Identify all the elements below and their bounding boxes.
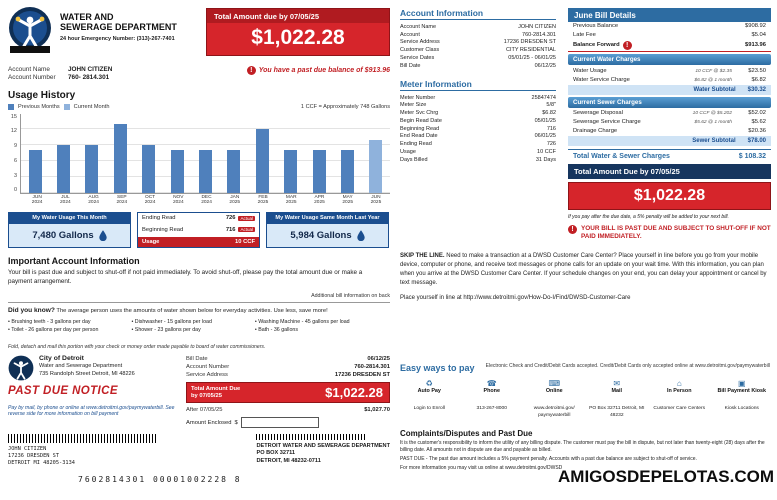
field-label: Meter Size	[400, 102, 427, 109]
more-info-paragraph: For more information you may visit us online at www.detroitmi.gov/DWSD	[400, 464, 563, 471]
x-axis-tick: JUL 2024	[60, 194, 71, 206]
payment-method-icon: ☎	[486, 379, 497, 389]
field-label: Customer Class	[400, 47, 440, 54]
stub-service-address: 17236 DRESDEN ST	[334, 372, 390, 379]
complaints-section	[400, 429, 771, 472]
field-value: 17236 DRESDEN ST	[503, 39, 556, 46]
bill-details-panel	[568, 8, 771, 241]
usage-summary-boxes	[8, 212, 390, 248]
skip-the-line-lead: SKIP THE LINE.	[400, 253, 445, 260]
penalty-note: If you pay after the due date, a 5% penalty will be added to your next bill.	[568, 213, 729, 220]
x-axis-tick: AUG 2024	[88, 194, 99, 206]
did-you-know-title: Did you know?	[8, 307, 55, 315]
balance-forward-row	[568, 40, 771, 53]
water-charge-row	[568, 75, 771, 84]
payment-method-icon: ⌂	[676, 379, 682, 389]
y-axis-tick: 0	[13, 187, 17, 194]
usage-bar-column	[78, 114, 106, 193]
payment-method-icon: ▣	[737, 379, 746, 389]
charge-label: Water Service Charge	[573, 76, 630, 83]
total-due-amount: $1,022.28	[207, 23, 389, 55]
stub-total-due-label: Total Amount Due	[191, 385, 241, 392]
meter-info-row	[400, 156, 556, 164]
field-value: 25847474	[531, 94, 556, 101]
water-usage-tip: • Washing Machine - 45 gallons per load	[255, 319, 390, 326]
ending-read-label: Ending Read	[142, 215, 176, 221]
payment-method-icon: ♻	[425, 379, 433, 389]
usage-bar	[142, 145, 155, 192]
payment-method	[400, 379, 459, 419]
x-axis-tick: FEB 2025	[257, 194, 269, 206]
meter-info-row	[400, 94, 556, 102]
x-axis-tick: JAN 2025	[229, 194, 241, 206]
charge-amount: $20.36	[748, 127, 766, 134]
meter-info-row	[400, 109, 556, 117]
ending-read-value: 726	[225, 215, 236, 221]
payment-method-label: Auto Pay	[417, 388, 441, 395]
warning-icon	[568, 225, 577, 234]
x-axis-tick: MAR 2025	[285, 194, 297, 206]
account-info-row	[400, 39, 556, 47]
account-info-row	[400, 23, 556, 31]
stub-bill-date-label: Bill Date	[186, 355, 208, 362]
meter-info-row	[400, 133, 556, 141]
complaints-paragraph: It is the customer's responsibility to inform the utility of any billing dispute. The customer must pay the bill in dispute, but not later than twenty-eight (28) days after the billing date. All amounts not in dispute are due and payable as billed.	[400, 439, 765, 453]
meter-info-row	[400, 125, 556, 133]
usage-bar	[284, 150, 297, 192]
past-due-warning	[247, 66, 390, 75]
did-you-know-intro: The average person uses the amounts of water shown below for everyday activities. Use less, save more!	[56, 308, 328, 315]
past-due-paragraph: PAST DUE - The past due amount includes a 5% payment penalty. Accounts with a past due balance are subject to shut-off of service.	[400, 455, 697, 462]
usage-bar-column	[106, 114, 134, 193]
usage-bar	[114, 124, 127, 192]
sewer-subtotal-label: Sewer Subtotal	[692, 138, 736, 145]
stub-bill-date: 06/12/25	[367, 355, 390, 362]
usage-bar-column	[21, 114, 49, 193]
payment-method	[713, 379, 772, 419]
ccf-conversion-note: 1 CCF = Approximately 748 Gallons	[300, 103, 390, 110]
amount-enclosed-label: Amount Enclosed	[186, 419, 232, 426]
usage-last-year-value: 5,984 Gallons	[290, 229, 352, 241]
payment-method	[650, 379, 709, 419]
stub-account-number-label: Account Number	[186, 364, 230, 371]
water-subtotal-label: Water Subtotal	[693, 86, 736, 93]
payment-method-detail: Customer Care Centers	[653, 406, 706, 412]
stub-address: 735 Randolph Street Detroit, MI 48226	[39, 370, 135, 377]
watermark: AMIGOSDEPELOTAS.COM	[558, 467, 774, 486]
water-charges-header: Current Water Charges	[568, 54, 771, 65]
water-charge-row	[568, 66, 771, 75]
payment-method	[463, 379, 522, 419]
charge-rate: $5.62 @ 1 month	[694, 120, 732, 126]
skip-the-line-paragraph	[400, 252, 771, 288]
payment-method-detail: Login to Enroll	[413, 406, 445, 412]
charge-label: Drainage Charge	[573, 127, 618, 134]
y-axis-tick: 12	[10, 128, 17, 135]
field-value: 760-2814.301	[522, 31, 556, 38]
usage-bar-column	[220, 114, 248, 193]
addressee-line: JOHN CITIZEN	[8, 446, 47, 452]
remit-address-line: DETROIT WATER AND SEWERAGE DEPARTMENT	[256, 443, 390, 449]
shutoff-warning	[568, 225, 771, 242]
usage-chart-yaxis	[8, 114, 20, 194]
legend-current-swatch	[64, 104, 70, 110]
past-due-notice: PAST DUE NOTICE	[8, 384, 118, 397]
field-label: End Read Date	[400, 133, 438, 140]
field-value: CITY RESIDENTIAL	[505, 47, 556, 54]
usage-history-chart	[8, 114, 390, 194]
remit-address-line: DETROIT, MI 48232-0711	[256, 457, 321, 464]
meter-info-row	[400, 117, 556, 125]
usage-chart-xlabels	[23, 195, 390, 207]
usage-bar-column	[333, 114, 361, 193]
field-label: Days Billed	[400, 156, 428, 163]
usage-value: 10 CCF	[235, 238, 255, 245]
field-label: Meter Svc Chrg	[400, 110, 439, 117]
account-identity	[8, 64, 112, 83]
usage-this-month-box	[8, 212, 131, 248]
warning-icon	[247, 66, 256, 75]
usage-bar-column	[163, 114, 191, 193]
skip-the-line-body: Need to make a transaction at a DWSD Customer Care Center? Place yourself in line before you go from your mobile device, computer or phone, and receive text messages or phone calls for an update on your wait time. With this information, you can plan when you arrive at the DWSD Customer Care Center. If your schedule changes on your end, you can delay your appointment or cancel by text message.	[400, 253, 767, 287]
field-value: 31 Days	[535, 156, 556, 163]
x-axis-tick: OCT 2024	[144, 194, 156, 206]
previous-balance-label: Previous Balance	[573, 23, 619, 30]
addressee-line: DETROIT MI 48205-3134	[8, 459, 75, 466]
usage-this-month-label: My Water Usage This Month	[9, 213, 130, 224]
balance-forward-label: Balance Forward	[573, 42, 620, 49]
usage-label: Usage	[142, 238, 160, 245]
shutoff-warning-text: YOUR BILL IS PAST DUE AND SUBJECT TO SHUT-OFF IF NOT PAID IMMEDIATELY.	[581, 224, 771, 240]
bill-details-title: June Bill Details	[568, 8, 771, 22]
stub-total-due-box	[186, 382, 390, 403]
beginning-read-label: Beginning Read	[142, 226, 184, 233]
usage-history-title: Usage History	[8, 89, 76, 101]
field-value: 726	[546, 141, 556, 148]
after-date-label: After 07/05/25	[186, 406, 223, 413]
amount-enclosed-input[interactable]	[241, 417, 319, 428]
field-label: Beginning Read	[400, 125, 440, 132]
chart-legend	[8, 104, 390, 110]
account-number-label: Account Number	[8, 74, 56, 81]
stub-dept: Water and Sewerage Department	[39, 363, 123, 370]
water-usage-tip: • Bath - 36 gallons	[255, 327, 390, 334]
did-you-know	[8, 307, 390, 334]
total-due-amount-box: $1,022.28	[568, 182, 771, 210]
charge-rate: $6.82 @ 1 month	[694, 77, 732, 83]
field-value: 05/01/25	[534, 117, 556, 124]
x-axis-tick: DEC 2024	[201, 194, 212, 206]
bill-back-page	[400, 8, 771, 472]
stub-total-due-date: by 07/05/25	[191, 392, 222, 399]
usage-bar	[256, 129, 269, 192]
payment-method-detail: www.detroitmi.gov/ paymywaterbill	[533, 406, 575, 418]
payment-method-label: In Person	[666, 388, 692, 395]
charge-amount: $5.62	[751, 119, 766, 126]
field-value: JOHN CITIZEN	[518, 23, 556, 30]
payment-method	[525, 379, 584, 419]
account-info-row	[400, 62, 556, 70]
total-charges-row	[568, 149, 771, 162]
field-label: Service Dates	[400, 55, 435, 62]
sewer-charge-row	[568, 109, 771, 118]
y-axis-tick: 3	[13, 172, 17, 179]
water-usage-tip: • Brushing teeth - 3 gallons per day	[8, 319, 125, 326]
legend-previous-swatch	[8, 104, 14, 110]
total-due-box	[206, 8, 390, 56]
meter-read-box	[137, 212, 260, 248]
warning-icon	[623, 41, 632, 50]
payment-method-detail: Kiosk Locations	[724, 406, 759, 412]
important-info-title: Important Account Information	[8, 255, 140, 266]
payment-method-detail: PO Box 32711 Detroit, MI 48232	[589, 406, 645, 418]
usage-bar-column	[49, 114, 77, 193]
dwsd-logo-small-icon	[8, 355, 34, 381]
usage-bar-column	[305, 114, 333, 193]
total-charges-label: Total Water & Sewer Charges	[573, 152, 670, 160]
total-charges-amount: $ 108.32	[738, 152, 766, 160]
x-axis-tick: MAY 2025	[342, 194, 354, 206]
field-label: Usage	[400, 149, 416, 156]
payment-stub	[8, 355, 390, 429]
water-usage-tip: • Dishwasher - 15 gallons per load	[131, 319, 248, 326]
dwsd-logo-icon	[8, 6, 52, 61]
usage-this-month-value: 7,480 Gallons	[32, 229, 94, 241]
account-name-value: JOHN CITIZEN	[68, 65, 113, 73]
bill-header	[8, 6, 390, 62]
charge-amount: $23.50	[748, 67, 766, 74]
x-axis-tick: SEP 2024	[116, 194, 128, 206]
usage-bar	[57, 145, 70, 192]
meter-info-row	[400, 148, 556, 156]
beginning-read-value: 716	[225, 226, 236, 233]
payment-method	[588, 379, 647, 419]
water-droplet-icon	[357, 230, 365, 241]
usage-bar	[341, 150, 354, 192]
usage-bar	[227, 150, 240, 192]
ocr-scanline: 7602814301 00001002228 8	[78, 474, 242, 484]
field-value: 10 CCF	[537, 149, 556, 156]
divider	[8, 302, 390, 303]
dollar-sign: $	[234, 419, 238, 426]
mailing-barcode	[8, 434, 156, 443]
meter-info-row	[400, 101, 556, 109]
total-due-bar: Total Amount Due by 07/05/25	[568, 164, 771, 179]
usage-bar	[85, 145, 98, 192]
place-in-line-url[interactable]: http://www.detroitmi.gov/How-Do-I/Find/DWSD-Customer-Care	[463, 295, 631, 302]
charge-label: Sewerage Service Charge	[573, 119, 641, 126]
department-name: WATER AND SEWERAGE DEPARTMENT	[60, 12, 177, 33]
charge-label: Sewerage Disposal	[573, 110, 623, 117]
late-fee-label: Late Fee	[573, 32, 596, 39]
field-label: Account Name	[400, 23, 437, 30]
place-in-line-prefix: Place yourself in line at	[400, 295, 464, 302]
y-axis-tick: 9	[13, 143, 17, 150]
usage-bar-column	[191, 114, 219, 193]
y-axis-tick: 6	[13, 157, 17, 164]
usage-bar	[29, 150, 42, 192]
stub-account-number: 760-2814.301	[354, 364, 390, 371]
usage-last-year-label: My Water Usage Same Month Last Year	[267, 213, 388, 224]
easy-ways-to-pay	[400, 363, 771, 419]
payment-method-detail: 313-267-8000	[476, 406, 507, 412]
balance-forward-amount: $913.96	[745, 42, 766, 49]
account-info-row	[400, 31, 556, 39]
sewer-subtotal-row	[568, 136, 771, 146]
remit-barcode	[256, 434, 366, 440]
addressee-line: 17236 DRESDEN ST	[8, 452, 60, 459]
usage-row	[138, 237, 259, 247]
water-usage-tip: • Toilet - 26 gallons per day per person	[8, 327, 125, 334]
account-number-value: 760- 2814.301	[68, 74, 110, 81]
usage-bar-column	[277, 114, 305, 193]
emergency-number: 24 hour Emergency Number: (313)-267-7401	[60, 35, 175, 42]
field-label: Bill Date	[400, 62, 421, 69]
charge-rate: 10 CCF @ $5.202	[692, 111, 732, 117]
meter-info-row	[400, 140, 556, 148]
water-subtotal-row	[568, 85, 771, 95]
sewer-charge-row	[568, 126, 771, 135]
field-value: $6.82	[542, 110, 556, 117]
charge-amount: $52.02	[748, 110, 766, 117]
late-fee-amount: $5.04	[751, 32, 766, 39]
field-label: Ending Read	[400, 141, 432, 148]
field-value: 716	[546, 125, 556, 132]
payment-method-icon: ✉	[613, 379, 621, 389]
legend-current-label: Current Month	[73, 103, 110, 110]
payment-method-label: Phone	[483, 388, 500, 395]
water-subtotal-amount: $30.32	[747, 86, 766, 93]
account-information-title: Account Information	[400, 8, 556, 20]
field-value: 06/01/25	[534, 133, 556, 140]
charge-rate: 10 CCF @ $2.35	[695, 68, 732, 74]
total-due-label: Total Amount due by 07/05/25	[207, 9, 389, 23]
charge-label: Water Usage	[573, 67, 607, 74]
stub-total-due-amount: $1,022.28	[325, 385, 383, 401]
x-axis-tick: JUN 2025	[370, 194, 382, 206]
charge-amount: $6.82	[751, 76, 766, 83]
usage-bar	[199, 150, 212, 192]
field-value: 5/8"	[546, 102, 556, 109]
after-date-amount: $1,027.70	[364, 406, 390, 413]
complaints-title: Complaints/Disputes and Past Due	[400, 428, 533, 438]
meter-information-title: Meter Information	[400, 79, 556, 91]
field-label: Service Address	[400, 39, 440, 46]
past-due-warning-text: You have a past due balance of $913.96	[258, 67, 390, 74]
payment-method-label: Online	[545, 388, 563, 395]
actual-badge: Actual	[240, 227, 253, 233]
back-info-note: Additional bill information on back	[311, 293, 390, 300]
x-axis-tick: APR 2025	[314, 194, 325, 206]
place-in-line	[400, 295, 771, 301]
payment-method-label: Bill Payment Kiosk	[717, 388, 767, 395]
legend-previous-label: Previous Months	[18, 103, 60, 110]
x-axis-tick: NOV 2024	[172, 194, 184, 206]
remit-address-line: PO BOX 32711	[256, 450, 296, 457]
payment-method-label: Mail	[611, 388, 622, 395]
sewer-charge-row	[568, 118, 771, 127]
easy-ways-title: Easy ways to pay	[400, 363, 475, 374]
account-name-label: Account Name	[8, 65, 50, 73]
payment-method-icon: ⌨	[548, 379, 561, 389]
sewer-subtotal-amount: $78.00	[747, 138, 766, 145]
fold-detach-note: Fold, detach and mail this portion with your check or money order made payable to board of water commissioners.	[8, 343, 266, 350]
usage-bar-column	[362, 114, 390, 193]
field-label: Account	[400, 31, 420, 38]
usage-bar	[313, 150, 326, 192]
previous-balance-amount: $908.92	[745, 23, 766, 30]
usage-chart-plot	[20, 114, 390, 194]
sewer-charges-header: Current Sewer Charges	[568, 97, 771, 108]
account-info-row	[400, 54, 556, 62]
actual-badge: Actual	[240, 215, 253, 221]
field-value: 05/01/25 - 06/01/25	[508, 55, 556, 62]
account-info-row	[400, 46, 556, 54]
important-info-body: Your bill is past due and subject to shut-off if not paid immediately. To avoid shut-off, please pay the total amount due or make a payment arrangement.	[8, 268, 363, 285]
usage-bar-column	[135, 114, 163, 193]
field-label: Meter Number	[400, 94, 436, 101]
usage-last-year-box	[266, 212, 389, 248]
bill-front-page	[8, 6, 390, 484]
pay-options-note: Pay by mail, by phone or online at www.detroitmi.gov/paymywaterbill. See reverse side for more information on bill payment	[8, 404, 175, 418]
y-axis-tick: 15	[10, 113, 17, 120]
field-value: 06/12/25	[534, 62, 556, 69]
x-axis-tick: JUN 2024	[31, 194, 43, 206]
water-usage-tip: • Shower - 23 gallons per day	[131, 327, 248, 334]
stub-service-address-label: Service Address	[186, 372, 228, 379]
field-label: Begin Read Date	[400, 117, 442, 124]
water-droplet-icon	[99, 230, 107, 241]
stub-city: City of Detroit	[39, 354, 84, 362]
usage-bar	[369, 140, 382, 193]
cards-accepted-note: Electronic Check and Credit/Debit Cards accepted. Credit/Debit Cards only accepted online at www.detroitmi.gov/paymywaterbill	[485, 363, 770, 370]
usage-bar-column	[248, 114, 276, 193]
usage-bar	[171, 150, 184, 192]
